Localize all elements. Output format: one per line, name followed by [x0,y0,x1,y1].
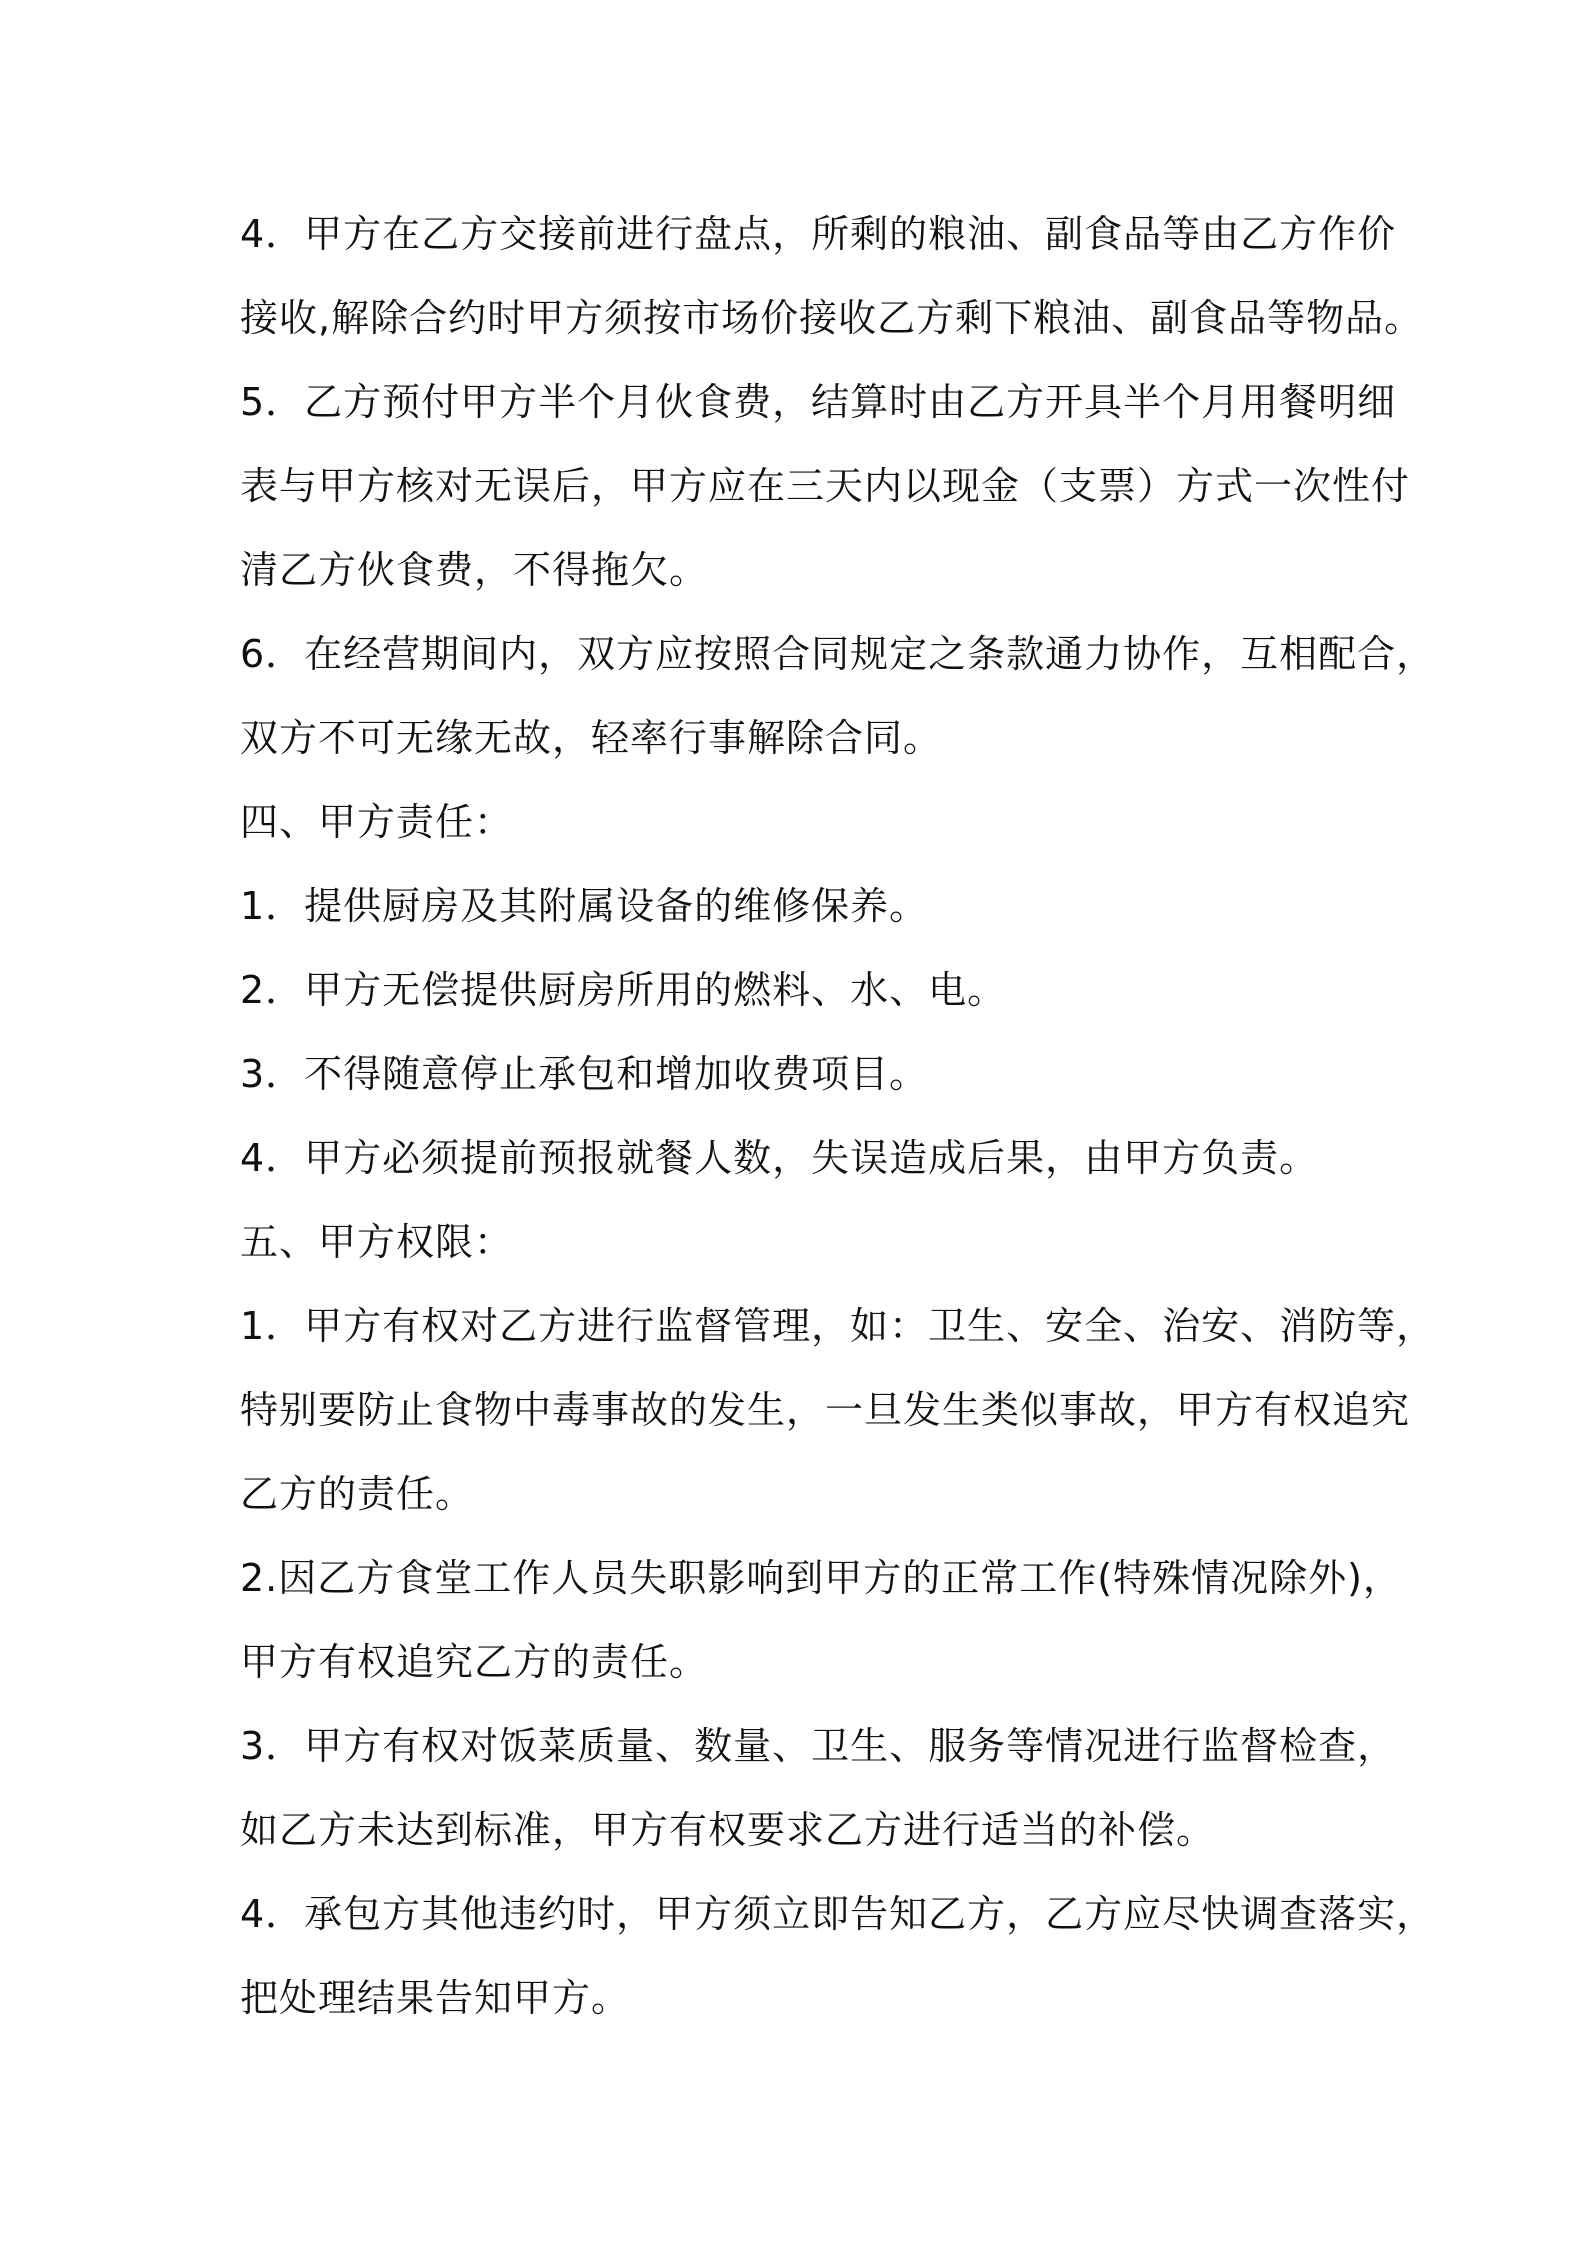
clause-5-1-line-3: 乙方的责任。 [240,1472,475,1516]
clause-3-5-line-3: 清乙方伙食费，不得拖欠。 [240,548,709,592]
clause-3-6-line-1: 6．在经营期间内，双方应按照合同规定之条款通力协作，互相配合， [240,632,1436,676]
clause-3-5-line-2: 表与甲方核对无误后，甲方应在三天内以现金（支票）方式一次性付 [240,464,1411,508]
clause-4-2: 2．甲方无偿提供厨房所用的燃料、水、电。 [240,968,1007,1012]
clause-5-2-line-1: 2.因乙方食堂工作人员失职影响到甲方的正常工作(特殊情况除外)， [240,1556,1402,1600]
clause-3-4-line-2: 接收,解除合约时甲方须按市场价接收乙方剩下粮油、副食品等物品。 [240,296,1424,340]
clause-4-4: 4．甲方必须提前预报就餐人数，失误造成后果，由甲方负责。 [240,1136,1319,1180]
clause-5-3-line-2: 如乙方未达到标准，甲方有权要求乙方进行适当的补偿。 [240,1808,1216,1852]
clause-5-1-line-2: 特别要防止食物中毒事故的发生，一旦发生类似事故，甲方有权追究 [240,1388,1411,1432]
section-5-heading: 五、甲方权限： [240,1220,514,1264]
clause-3-5-line-1: 5．乙方预付甲方半个月伙食费，结算时由乙方开具半个月用餐明细 [240,380,1397,424]
contract-text-body [240,192,1436,2040]
clause-4-3: 3．不得随意停止承包和增加收费项目。 [240,1052,929,1096]
clause-4-1: 1．提供厨房及其附属设备的维修保养。 [240,884,929,928]
clause-5-3-line-1: 3．甲方有权对饭菜质量、数量、卫生、服务等情况进行监督检查， [240,1724,1397,1768]
clause-3-4-line-1: 4．甲方在乙方交接前进行盘点，所剩的粮油、副食品等由乙方作价 [240,212,1397,256]
section-4-heading: 四、甲方责任： [240,800,514,844]
clause-5-2-line-2: 甲方有权追究乙方的责任。 [240,1640,709,1684]
clause-5-4-line-1: 4．承包方其他违约时，甲方须立即告知乙方，乙方应尽快调查落实， [240,1892,1436,1936]
clause-5-1-line-1: 1．甲方有权对乙方进行监督管理，如：卫生、安全、治安、消防等， [240,1304,1436,1348]
clause-5-4-line-2: 把处理结果告知甲方。 [240,1976,631,2020]
clause-3-6-line-2: 双方不可无缘无故，轻率行事解除合同。 [240,716,943,760]
